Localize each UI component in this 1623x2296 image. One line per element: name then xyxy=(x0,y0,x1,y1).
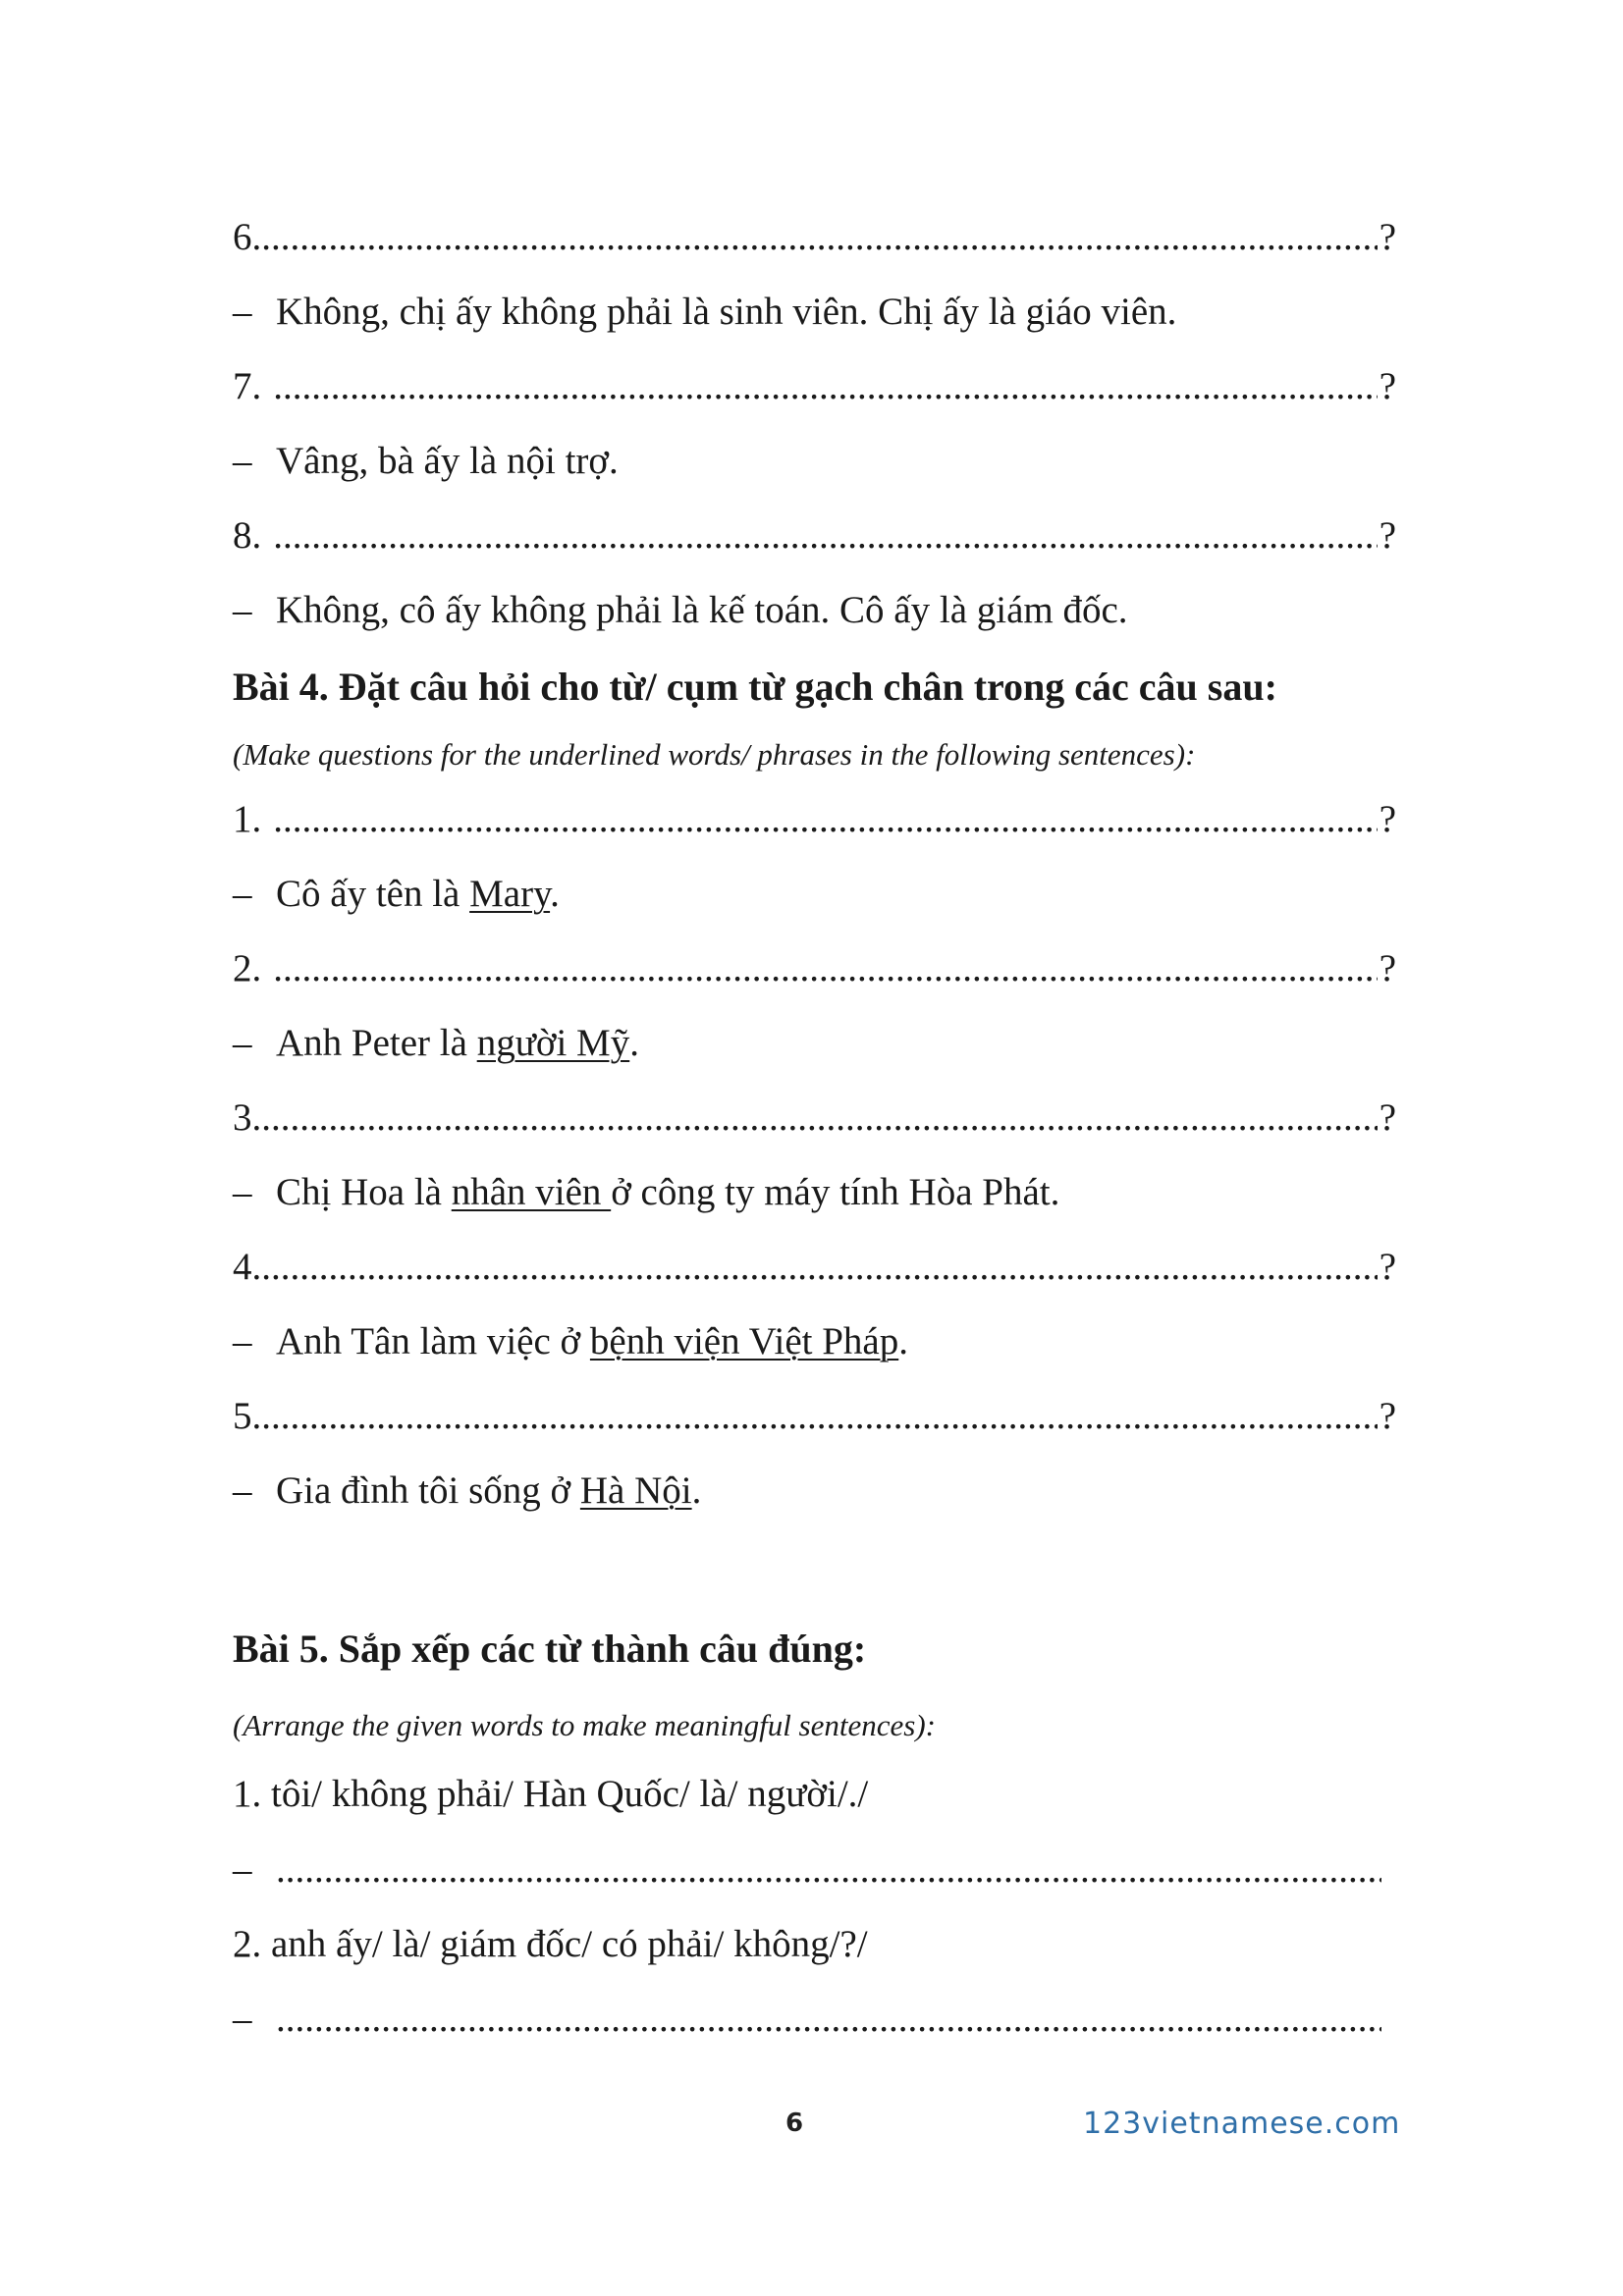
question-mark: ? xyxy=(1379,216,1396,258)
dash: – xyxy=(233,1998,252,2040)
answer-blank[interactable] xyxy=(252,1098,1378,1137)
answer-text-segment: Không, cô ấy không phải là kế toán. Cô ấy là giám đốc. xyxy=(276,589,1128,631)
question-mark: ? xyxy=(1379,1246,1396,1288)
dash: – xyxy=(233,1848,252,1891)
question-number: 2. xyxy=(233,947,262,989)
answer-line xyxy=(233,293,1176,331)
page-number: 6 xyxy=(785,2109,804,2138)
dash: – xyxy=(233,589,252,631)
answer-text-segment: Anh Tân làm việc ở xyxy=(276,1320,590,1362)
dash: – xyxy=(233,873,252,915)
dash: – xyxy=(233,1022,252,1064)
dash: – xyxy=(233,1320,252,1362)
arrange-answer-line-1[interactable] xyxy=(233,1850,1381,1889)
site-watermark: 123vietnamese.com xyxy=(1083,2107,1401,2141)
section-heading-bai-4: Bài 4. Đặt câu hỏi cho từ/ cụm từ gạch chân trong các câu sau: xyxy=(233,665,1277,709)
question-number: 3 xyxy=(233,1096,252,1139)
answer-text-segment: . xyxy=(898,1320,908,1362)
answer-text xyxy=(276,1469,701,1512)
question-number: 5 xyxy=(233,1395,252,1437)
answer-text-segment: Vâng, bà ấy là nội trợ. xyxy=(276,440,619,482)
question-line-5[interactable] xyxy=(233,1397,1396,1435)
answer-text xyxy=(276,1022,639,1064)
answer-line xyxy=(233,1471,701,1510)
dash: – xyxy=(233,291,252,333)
answer-text xyxy=(276,1171,1059,1213)
underlined-phrase: nhân viên xyxy=(451,1171,612,1213)
answer-line xyxy=(233,1173,1059,1211)
answer-text xyxy=(276,291,1176,333)
answer-text-segment: . xyxy=(550,873,560,915)
answer-line xyxy=(233,591,1128,629)
answer-text xyxy=(276,589,1128,631)
answer-blank[interactable] xyxy=(276,1850,1381,1889)
question-mark: ? xyxy=(1379,947,1396,989)
section-instruction: (Make questions for the underlined words/ phrases in the following sentences): xyxy=(233,737,1196,772)
underlined-phrase: bệnh viện Việt Pháp xyxy=(589,1320,899,1362)
arrange-prompt-1: 1. tôi/ không phải/ Hàn Quốc/ là/ người/./ xyxy=(233,1773,869,1815)
question-line-3[interactable] xyxy=(233,1098,1396,1137)
answer-text xyxy=(276,440,619,482)
question-mark: ? xyxy=(1379,798,1396,840)
answer-blank[interactable] xyxy=(273,516,1377,555)
section-heading-bai-5: Bài 5. Sắp xếp các từ thành câu đúng: xyxy=(233,1627,867,1671)
arrange-prompt-2: 2. anh ấy/ là/ giám đốc/ có phải/ không/?/ xyxy=(233,1923,868,1965)
dash: – xyxy=(233,1469,252,1512)
answer-blank[interactable] xyxy=(273,367,1377,405)
answer-line xyxy=(233,442,619,480)
question-number: 6 xyxy=(233,216,252,258)
question-line-7[interactable] xyxy=(233,367,1396,405)
question-mark: ? xyxy=(1379,1395,1396,1437)
answer-text-segment: . xyxy=(629,1022,639,1064)
answer-text-segment: ở công ty máy tính Hòa Phát. xyxy=(611,1171,1060,1213)
underlined-phrase: Hà Nội xyxy=(579,1469,692,1512)
answer-blank[interactable] xyxy=(273,800,1377,838)
question-number: 1. xyxy=(233,798,262,840)
answer-text-segment: Không, chị ấy không phải là sinh viên. Chị ấy là giáo viên. xyxy=(276,291,1177,333)
question-number: 4 xyxy=(233,1246,252,1288)
answer-blank[interactable] xyxy=(273,949,1377,988)
answer-blank[interactable] xyxy=(252,218,1378,256)
section-instruction: (Arrange the given words to make meaningful sentences): xyxy=(233,1708,936,1742)
answer-line xyxy=(233,1024,639,1062)
question-line-8[interactable] xyxy=(233,516,1396,555)
answer-line xyxy=(233,1322,908,1361)
question-line-2[interactable] xyxy=(233,949,1396,988)
answer-line xyxy=(233,875,560,913)
question-number: 7. xyxy=(233,365,262,407)
answer-blank[interactable] xyxy=(252,1397,1378,1435)
underlined-phrase: người Mỹ xyxy=(476,1022,630,1064)
dash: – xyxy=(233,440,252,482)
underlined-phrase: Mary xyxy=(469,873,551,915)
answer-text-segment: . xyxy=(691,1469,702,1512)
question-line-6[interactable] xyxy=(233,218,1396,256)
question-line-1[interactable] xyxy=(233,800,1396,838)
dash: – xyxy=(233,1171,252,1213)
answer-blank[interactable] xyxy=(276,2000,1381,2038)
arrange-answer-line-2[interactable] xyxy=(233,2000,1381,2038)
answer-text-segment: Cô ấy tên là xyxy=(276,873,470,915)
question-mark: ? xyxy=(1379,365,1396,407)
question-number: 8. xyxy=(233,514,262,557)
question-mark: ? xyxy=(1379,1096,1396,1139)
answer-text xyxy=(276,873,560,915)
answer-text-segment: Gia đình tôi sống ở xyxy=(276,1469,580,1512)
answer-text xyxy=(276,1320,908,1362)
answer-blank[interactable] xyxy=(252,1248,1378,1286)
question-line-4[interactable] xyxy=(233,1248,1396,1286)
question-mark: ? xyxy=(1379,514,1396,557)
answer-text-segment: Anh Peter là xyxy=(276,1022,477,1064)
answer-text-segment: Chị Hoa là xyxy=(276,1171,452,1213)
